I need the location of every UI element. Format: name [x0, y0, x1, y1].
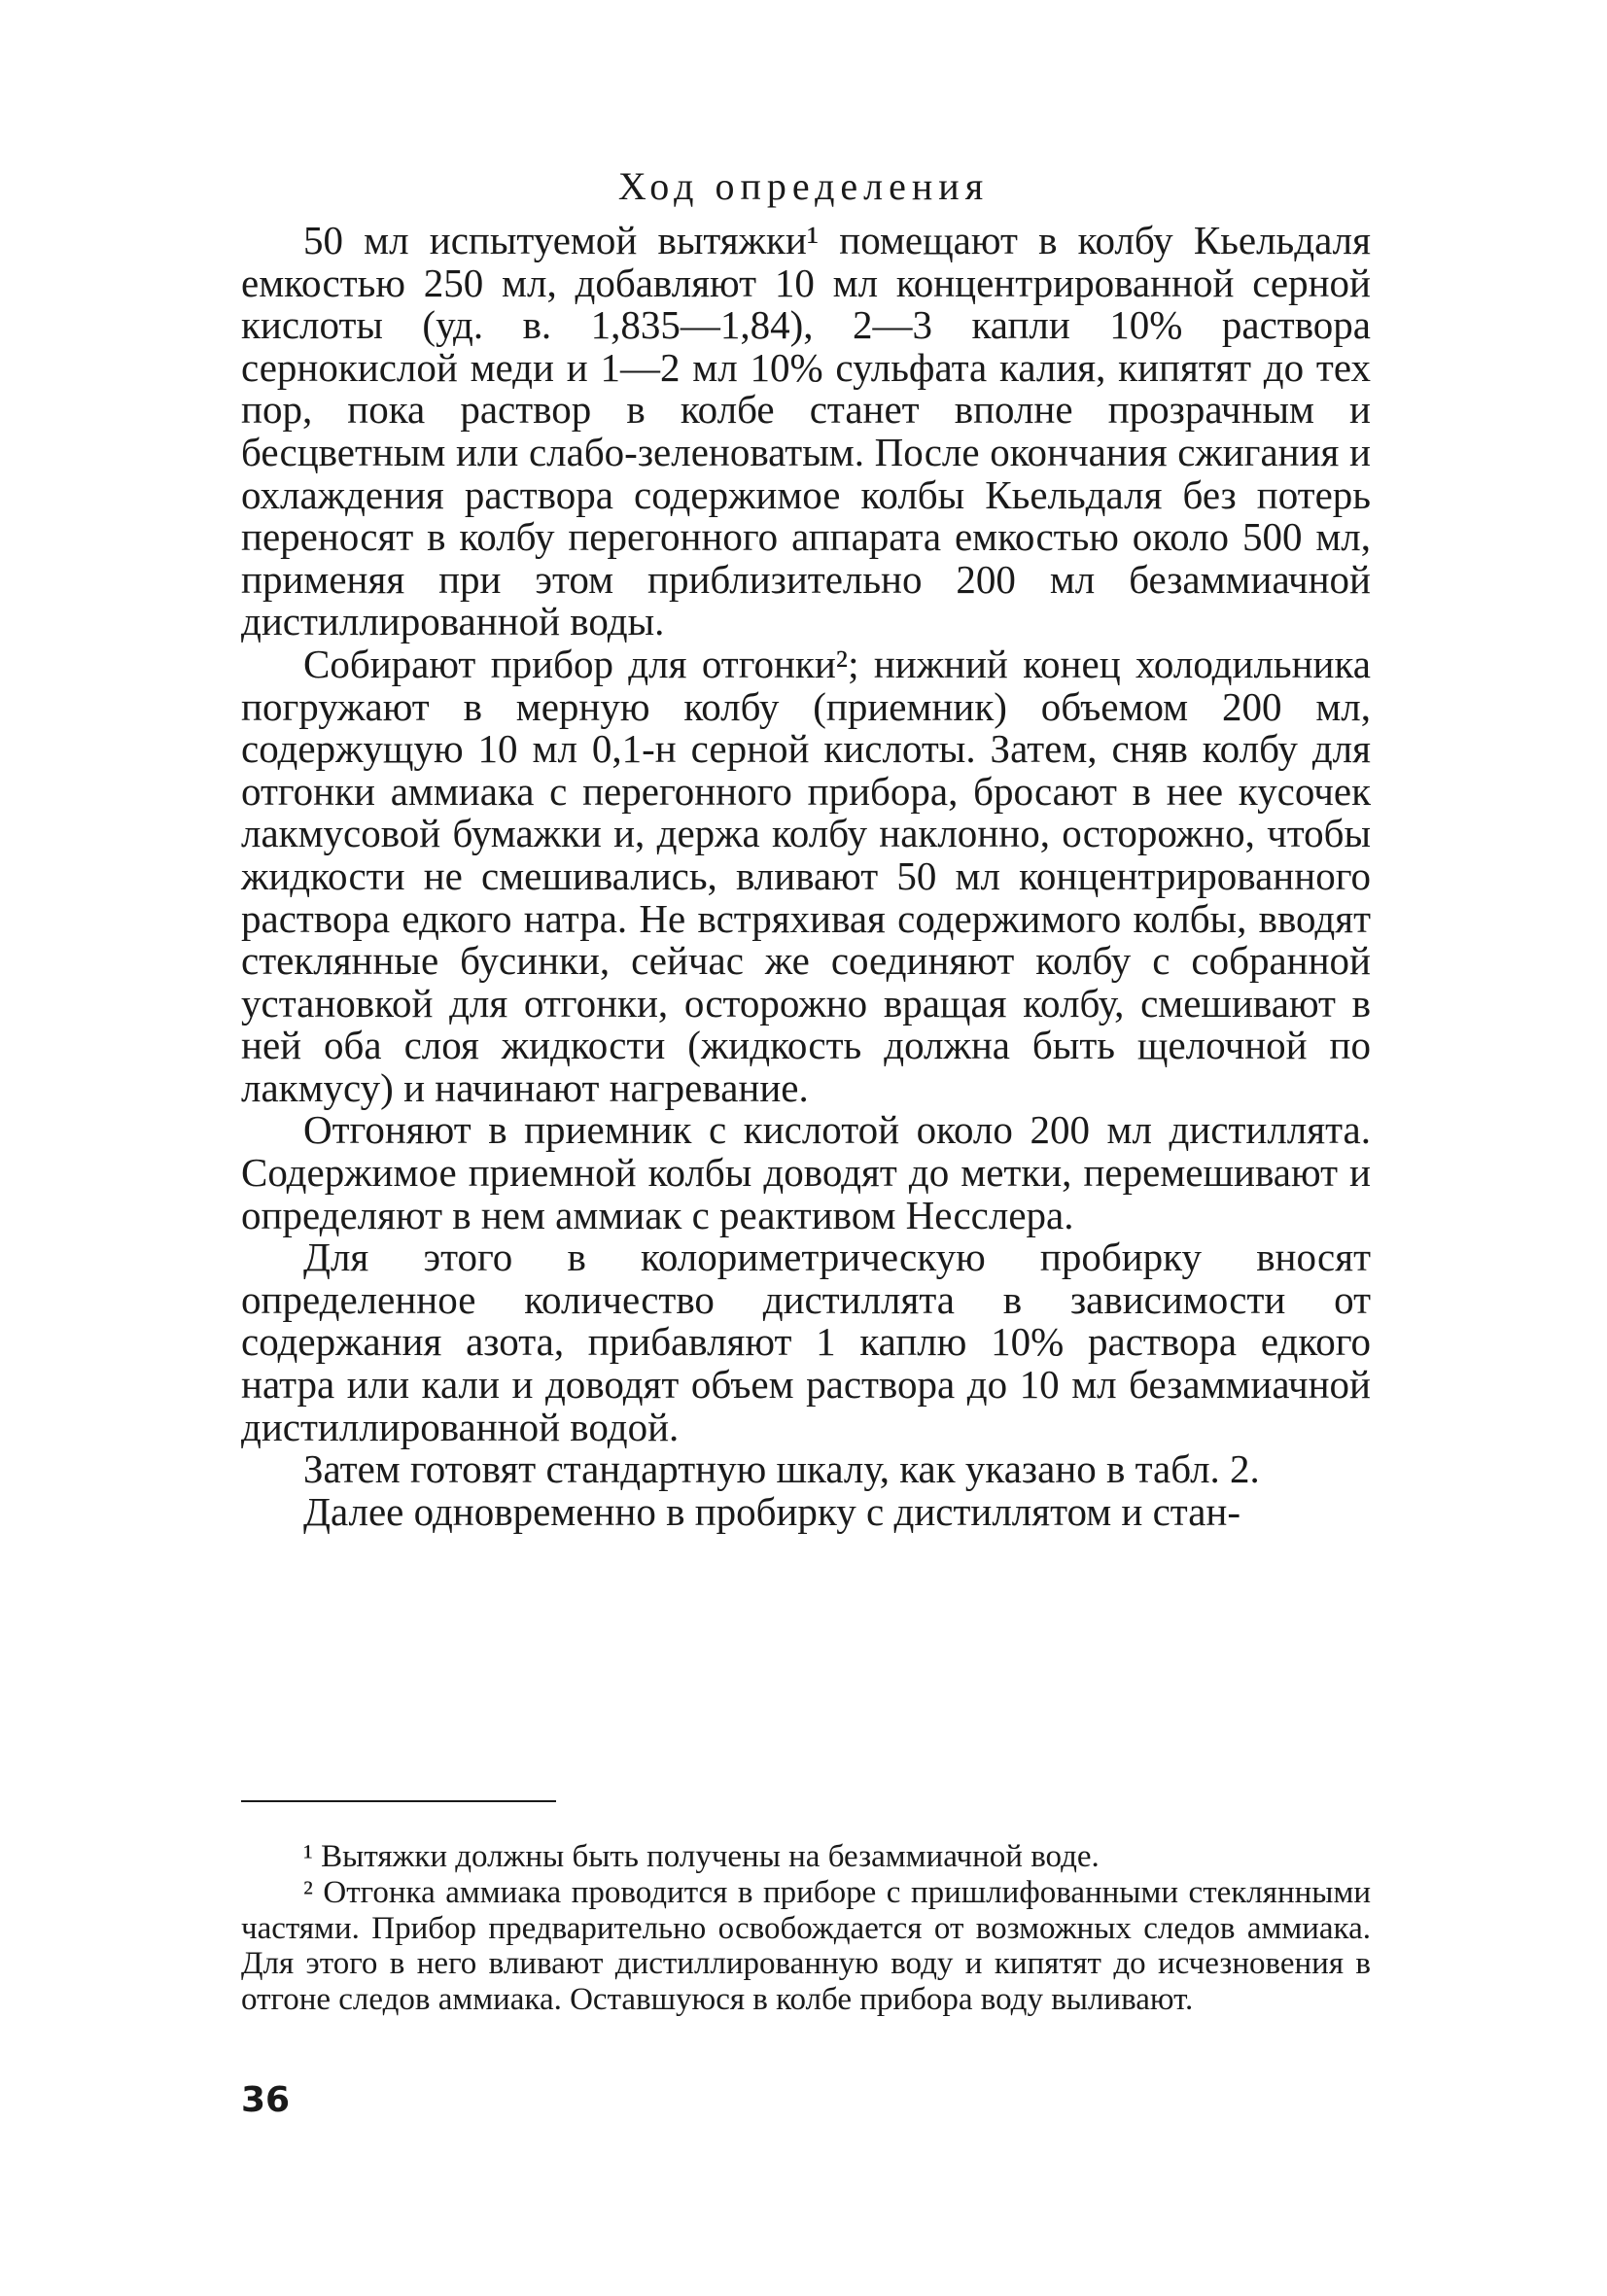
- body-text: [241, 220, 1371, 1533]
- page-number: 36: [241, 2080, 291, 2120]
- footnote-1: ¹ Вытяжки должны быть получены на безаммиачной воде.: [303, 1839, 1100, 1874]
- paragraph-1: 50 мл испытуемой вытяжки¹ помещают в колбу Кьельдаля емкостью 250 мл, добавляют 10 мл концентрированной серной кислоты (уд. в. 1,835—1,84), 2—3 капли 10% раствора сернокислой меди и 1—2 мл 10% сульфата калия, кипятят до тех пор, пока раствор в колбе станет вполне прозрачным и бесцветным или слабо-зеленоватым. После окончания сжигания и охлаждения раствора содержимое колбы Кьельдаля без потерь переносят в колбу перегонного аппарата емкостью около 500 мл, применяя при этом приблизительно 200 мл безаммиачной дистиллированной воды.: [241, 218, 1371, 644]
- footnote-divider: [241, 1800, 556, 1802]
- paragraph-6: Далее одновременно в пробирку с дистиллятом и стан-: [303, 1488, 1241, 1534]
- footnote-2: ² Отгонка аммиака проводится в приборе с пришлифованными стеклянными частями. Прибор предварительно освобождается от возможных следов аммиака. Для этого в него вливают дистиллированную воду и кипятят до исчезновения в отгоне следов аммиака. Оставшуюся в колбе прибора воду выливают.: [241, 1874, 1371, 2018]
- paragraph-4: Для этого в колориметрическую пробирку вносят определенное количество дистиллята в зависимости от содержания азота, прибавляют 1 каплю 10% раствора едкого натра или кали и доводят объем раствора до 10 мл безаммиачной дистиллированной водой.: [241, 1235, 1371, 1449]
- paragraph-3: Отгоняют в приемник с кислотой около 200 мл дистиллята. Содержимое приемной колбы доводят до метки, перемешивают и определяют в нем аммиак с реактивом Несслера.: [241, 1107, 1371, 1237]
- paragraph-2: Собирают прибор для отгонки²; нижний конец холодильника погружают в мерную колбу (приемник) объемом 200 мл, содержущую 10 мл 0,1-н серной кислоты. Затем, сняв колбу для отгонки аммиака с перегонного прибора, бросают в нее кусочек лакмусовой бумажки и, держа колбу наклонно, осторожно, чтобы жидкости не смешивались, вливают 50 мл концентрированного раствора едкого натра. Не встряхивая содержимого колбы, вводят стеклянные бусинки, сейчас же соединяют колбу с собранной установкой для отгонки, осторожно вращая колбу, смешивают в ней оба слоя жидкости (жидкость должна быть щелочной по лакмусу) и начинают нагревание.: [241, 641, 1371, 1110]
- section-title: Ход определения: [617, 164, 990, 208]
- paragraph-5: Затем готовят стандартную шкалу, как указано в табл. 2.: [303, 1446, 1260, 1492]
- footnotes: [241, 1839, 1371, 2018]
